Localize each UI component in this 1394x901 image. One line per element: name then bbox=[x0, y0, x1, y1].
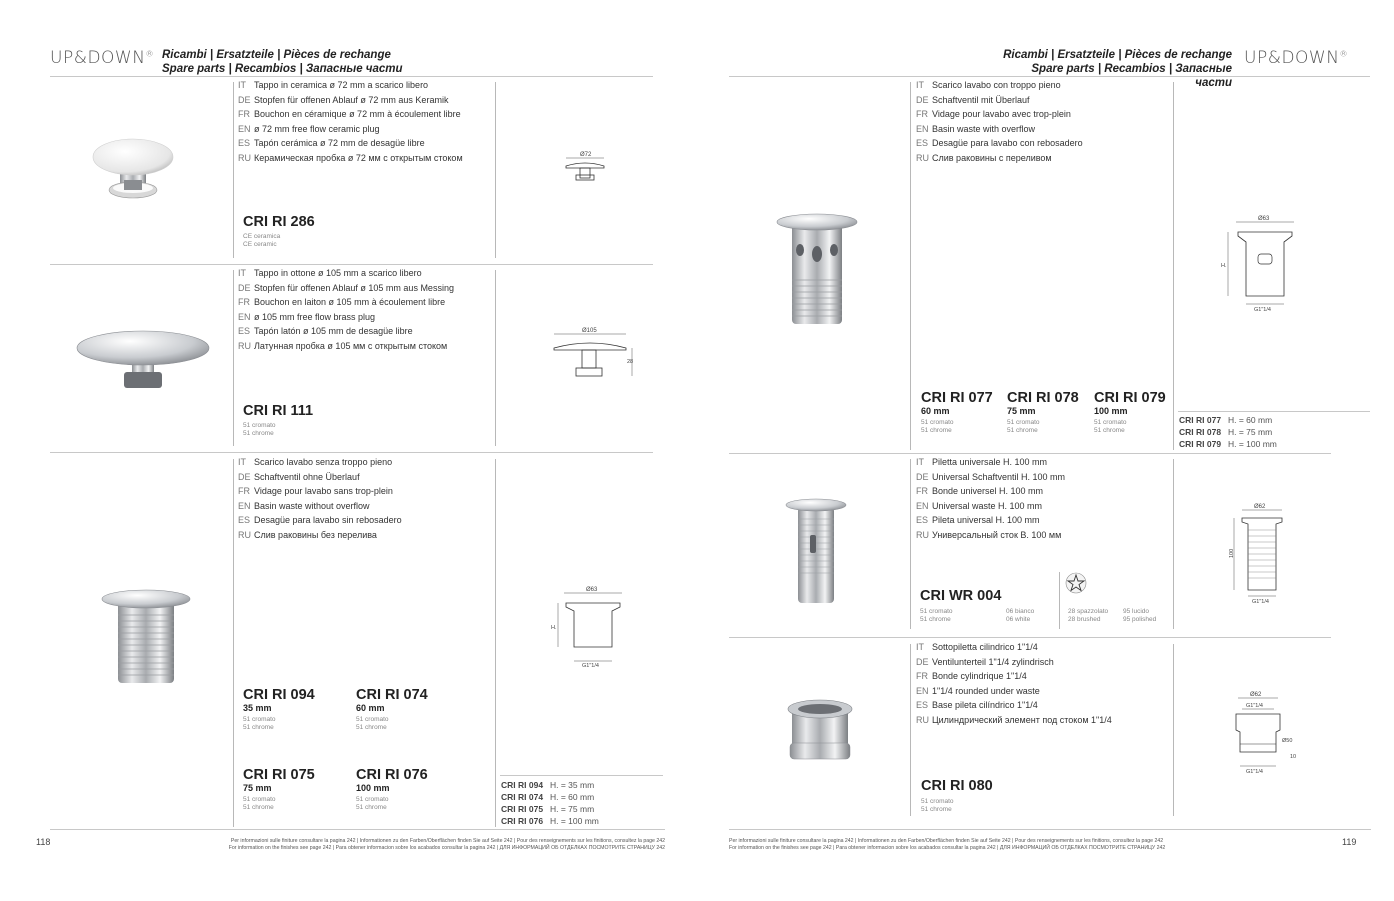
divider bbox=[910, 459, 911, 629]
desc-it: IT Scarico lavabo senza troppo pieno bbox=[238, 457, 393, 467]
desc-it: IT Tappo in ottone ø 105 mm a scarico libero bbox=[238, 268, 422, 278]
description-list bbox=[238, 78, 463, 166]
divider bbox=[495, 82, 496, 258]
technical-drawing bbox=[550, 585, 630, 680]
divider bbox=[910, 644, 911, 816]
left-brand-logo: UP&DOWN® bbox=[50, 48, 154, 68]
desc-de: DE Ventilunterteil 1"1/4 zylindrisch bbox=[916, 656, 1054, 667]
dim-label: G1"1/4 bbox=[1252, 599, 1269, 605]
desc-es: ES Desagüe para lavabo sin rebosadero bbox=[238, 515, 402, 526]
height-row: CRI RI 075 H. = 75 mm bbox=[501, 804, 595, 814]
variant-094: CRI RI 094 35 mm 51 cromato 51 chrome bbox=[243, 687, 315, 731]
finish-label: 95 lucido 95 polished bbox=[1123, 608, 1157, 623]
height-row: CRI RI 074 H. = 60 mm bbox=[501, 792, 595, 802]
height-list-rule bbox=[1178, 411, 1370, 412]
height-list bbox=[501, 779, 599, 827]
right-footer-note: Per informazioni sulle finiture consultare la pagina 242 | Informationen zu den Farben/Oberflächen finden Sie auf Seite 242 | Pour des renseignements sur les finitions, consultez la page 242 For information on the finishes see page 242 | Para obtener informacion sobre los acabados consultar la pagina 242 | ДЛЯ ИНФОРМАЦИЙ ОБ ОТДЕЛКАХ ПОСМОТРИТЕ СТРАНИЦУ 242 bbox=[729, 838, 1166, 851]
desc-ru: RU Цилиндрический элемент под стоком 1"1/4 bbox=[916, 714, 1112, 725]
dim-label: Ø62 bbox=[1250, 692, 1262, 698]
universal-waste-image bbox=[780, 495, 850, 615]
left-footer-rule bbox=[50, 829, 665, 830]
row-rule bbox=[729, 453, 1331, 454]
height-row: CRI RI 094 H. = 35 mm bbox=[501, 780, 595, 790]
divider bbox=[1173, 459, 1174, 629]
technical-drawing bbox=[560, 148, 610, 193]
dim-label: Ø105 bbox=[582, 328, 597, 334]
technical-drawing bbox=[1220, 214, 1300, 319]
desc-ru: RU Слив раковины с переливом bbox=[916, 152, 1052, 163]
row-rule bbox=[729, 637, 1331, 638]
description-list bbox=[238, 455, 402, 543]
desc-it: IT Piletta universale H. 100 mm bbox=[916, 457, 1048, 467]
ceramic-plug-image bbox=[88, 130, 178, 215]
divider bbox=[1059, 572, 1060, 629]
divider bbox=[233, 459, 234, 827]
desc-en: EN Basin waste without overflow bbox=[238, 500, 370, 511]
desc-es: ES Pileta universal H. 100 mm bbox=[916, 515, 1040, 526]
height-row: CRI RI 078 H. = 75 mm bbox=[1179, 427, 1273, 437]
right-header-rule bbox=[729, 76, 1370, 77]
technical-drawing bbox=[550, 326, 640, 389]
star-badge-icon bbox=[1065, 572, 1087, 599]
left-page-header bbox=[162, 48, 403, 76]
dim-label: 100 bbox=[1229, 548, 1235, 558]
desc-es: ES Desagüe para lavabo con rebosadero bbox=[916, 138, 1083, 149]
height-row: CRI RI 076 H. = 100 mm bbox=[501, 816, 599, 826]
left-header-line1: Ricambi | Ersatzteile | Pièces de rechange bbox=[162, 49, 391, 61]
description-list bbox=[916, 78, 1083, 166]
desc-ru: RU Латунная пробка ø 105 мм с открытым стоком bbox=[238, 340, 448, 351]
desc-fr: FR Vidage pour lavabo avec trop-plein bbox=[916, 109, 1071, 120]
finish-label: 06 bianco 06 white bbox=[1006, 608, 1035, 623]
desc-fr: FR Bouchon en laiton ø 105 mm à écoulement libre bbox=[238, 297, 446, 308]
dim-label: H. bbox=[551, 625, 557, 631]
dim-label: 28 bbox=[627, 359, 634, 365]
under-waste-image bbox=[780, 695, 860, 780]
desc-de: DE Universal Schaftventil H. 100 mm bbox=[916, 471, 1066, 482]
variant-079: CRI RI 079 100 mm 51 cromato 51 chrome bbox=[1094, 390, 1166, 434]
desc-en: EN Basin waste with overflow bbox=[916, 123, 1036, 134]
right-header-line2: Spare parts | Recambios | Запасные части bbox=[1031, 63, 1232, 89]
row-rule bbox=[50, 264, 653, 265]
height-row: CRI RI 079 H. = 100 mm bbox=[1179, 439, 1277, 449]
height-row: CRI RI 077 H. = 60 mm bbox=[1179, 415, 1273, 425]
desc-es: ES Base pileta cilíndrico 1"1/4 bbox=[916, 700, 1038, 711]
left-header-line2: Spare parts | Recambios | Запасные части bbox=[162, 63, 403, 75]
desc-ru: RU Керамическая пробка ø 72 мм с открытым стоком bbox=[238, 152, 463, 163]
dim-label: G1"1/4 bbox=[1254, 307, 1271, 313]
desc-de: DE Schaftventil ohne Überlauf bbox=[238, 471, 360, 482]
left-header-rule bbox=[50, 76, 653, 77]
right-brand-logo: UP&DOWN® bbox=[1244, 48, 1348, 68]
basin-waste-overflow-image bbox=[772, 210, 862, 335]
left-footer-note: Per informazioni sulle finiture consultare la pagina 242 | Informationen zu den Farben/Oberflächen finden Sie auf Seite 242 | Pour des renseignements sur les finitions, consultez la page 242 For information on the finishes see page 242 | Para obtener informacion sobre los acabados consultar la pagina 242 | ДЛЯ ИНФОРМАЦИЙ ОБ ОТДЕЛКАХ ПОСМОТРИТЕ СТРАНИЦУ 242 bbox=[228, 838, 665, 851]
dim-label: Ø72 bbox=[580, 152, 592, 158]
product-code: CRI RI 111 bbox=[243, 403, 314, 419]
divider bbox=[910, 82, 911, 450]
divider bbox=[495, 270, 496, 446]
desc-de: DE Stopfen für offenen Ablauf ø 72 mm aus Keramik bbox=[238, 94, 449, 105]
page-number-left: 118 bbox=[36, 837, 51, 847]
desc-ru: RU Слив раковины без перелива bbox=[238, 529, 377, 540]
desc-fr: FR Bonde universel H. 100 mm bbox=[916, 486, 1044, 497]
row-rule bbox=[50, 452, 653, 453]
dim-label: G1"1/4 bbox=[1246, 703, 1263, 709]
dim-label: Ø62 bbox=[1254, 504, 1266, 510]
finish-label: CE ceramica CE ceramic bbox=[243, 233, 281, 248]
variant-074: CRI RI 074 60 mm 51 cromato 51 chrome bbox=[356, 687, 428, 731]
divider bbox=[233, 82, 234, 258]
description-list bbox=[916, 640, 1112, 728]
desc-es: ES Tapón cerámica ø 72 mm de desagüe libre bbox=[238, 138, 425, 149]
variant-078: CRI RI 078 75 mm 51 cromato 51 chrome bbox=[1007, 390, 1079, 434]
description-list bbox=[916, 455, 1065, 543]
variant-075: CRI RI 075 75 mm 51 cromato 51 chrome bbox=[243, 767, 315, 811]
height-list-rule bbox=[500, 775, 663, 776]
page-number-right: 119 bbox=[1342, 837, 1357, 847]
basin-waste-image bbox=[96, 585, 196, 700]
right-header-line1: Ricambi | Ersatzteile | Pièces de rechange bbox=[1003, 49, 1232, 61]
dim-label: G1"1/4 bbox=[582, 663, 599, 669]
description-list bbox=[238, 266, 454, 354]
product-code: CRI RI 286 bbox=[243, 214, 315, 230]
desc-it: IT Tappo in ceramica ø 72 mm a scarico libero bbox=[238, 80, 429, 90]
finish-label: 51 cromato 51 chrome bbox=[920, 608, 953, 623]
desc-fr: FR Vidage pour lavabo sans trop-plein bbox=[238, 486, 393, 497]
technical-drawing bbox=[1222, 502, 1292, 611]
desc-en: EN Universal waste H. 100 mm bbox=[916, 500, 1043, 511]
desc-en: EN 1"1/4 rounded under waste bbox=[916, 685, 1040, 696]
dim-label: Ø63 bbox=[586, 587, 598, 593]
divider bbox=[1173, 644, 1174, 816]
dim-label: H. bbox=[1221, 263, 1227, 269]
dim-label: G1"1/4 bbox=[1246, 769, 1263, 775]
desc-en: EN ø 72 mm free flow ceramic plug bbox=[238, 123, 380, 134]
product-code: CRI RI 080 bbox=[921, 778, 993, 794]
desc-fr: FR Bouchon en céramique ø 72 mm à écoulement libre bbox=[238, 109, 461, 120]
desc-de: DE Schaftventil mit Überlauf bbox=[916, 94, 1030, 105]
divider bbox=[495, 459, 496, 827]
variant-076: CRI RI 076 100 mm 51 cromato 51 chrome bbox=[356, 767, 428, 811]
divider bbox=[233, 270, 234, 446]
right-footer-rule bbox=[729, 829, 1371, 830]
finish-label: 51 cromato 51 chrome bbox=[243, 422, 276, 437]
desc-de: DE Stopfen für offenen Ablauf ø 105 mm aus Messing bbox=[238, 282, 454, 293]
finish-label: 51 cromato 51 chrome bbox=[921, 798, 954, 813]
dim-label: Ø63 bbox=[1258, 216, 1270, 222]
dim-label: Ø50 bbox=[1282, 738, 1293, 744]
height-list bbox=[1179, 414, 1277, 450]
brass-plug-image bbox=[74, 322, 214, 407]
desc-it: IT Scarico lavabo con troppo pieno bbox=[916, 80, 1061, 90]
divider bbox=[1173, 82, 1174, 450]
desc-ru: RU Универсальный сток В. 100 мм bbox=[916, 529, 1062, 540]
desc-fr: FR Bonde cylindrique 1"1/4 bbox=[916, 671, 1027, 682]
variant-077: CRI RI 077 60 mm 51 cromato 51 chrome bbox=[921, 390, 993, 434]
dim-label: 10 bbox=[1290, 754, 1297, 760]
desc-es: ES Tapón latón ø 105 mm de desagüe libre bbox=[238, 326, 413, 337]
desc-en: EN ø 105 mm free flow brass plug bbox=[238, 311, 376, 322]
technical-drawing bbox=[1226, 690, 1306, 781]
desc-it: IT Sottopiletta cilindrico 1"1/4 bbox=[916, 642, 1038, 652]
finish-label: 28 spazzolato 28 brushed bbox=[1068, 608, 1109, 623]
product-code: CRI WR 004 bbox=[920, 588, 1002, 604]
